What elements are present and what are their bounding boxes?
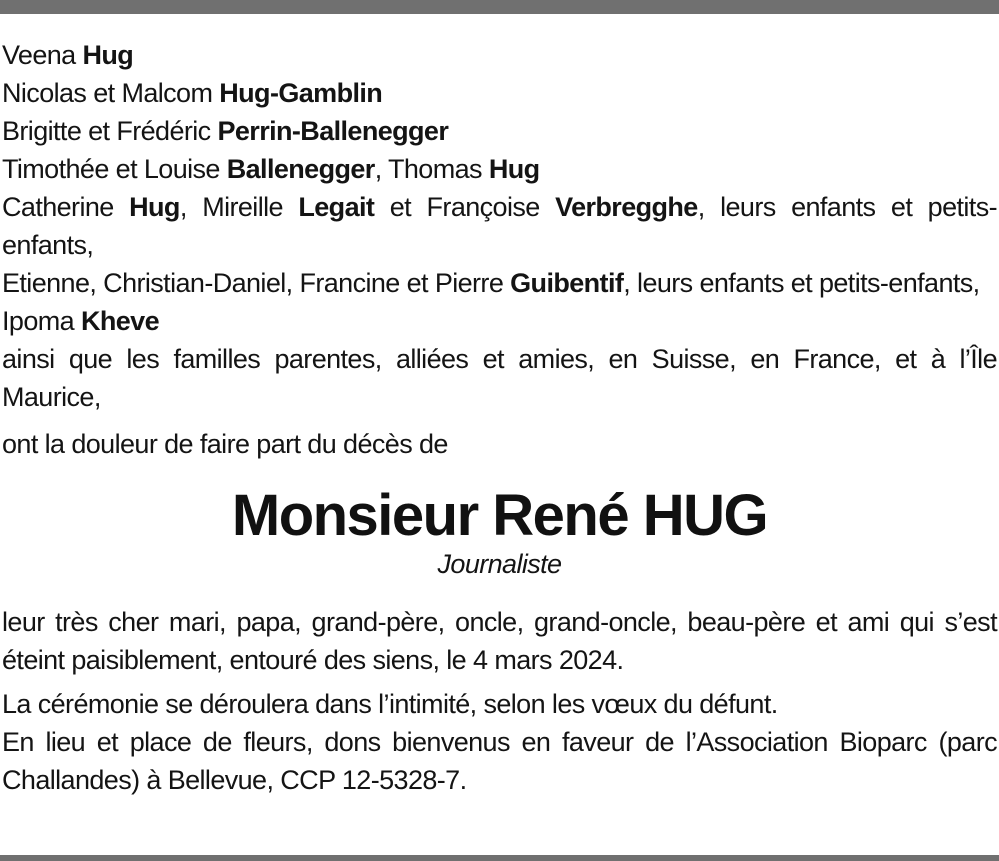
family-name: Hug <box>129 192 180 222</box>
relatives-text: , leurs enfants et petits-enfants, <box>2 192 998 260</box>
given-names: Nicolas et Malcom <box>2 78 220 108</box>
given-names: Veena <box>2 40 83 70</box>
family-name: Guibentif <box>510 268 624 298</box>
given-names: Catherine <box>2 192 130 222</box>
given-names: Timothée et Louise <box>2 154 227 184</box>
relatives-text: , leurs enfants et petits-enfants, <box>623 268 980 298</box>
given-names: Brigitte et Frédéric <box>2 116 218 146</box>
deceased-name: Monsieur René HUG <box>231 483 768 548</box>
extended-family-text: ainsi que les familles parentes, alliées et amies, en Suisse, en France, et à l’Île Maurice, <box>2 344 997 412</box>
family-name: Ballenegger <box>226 154 375 184</box>
family-member-line <box>2 36 997 74</box>
bottom-border <box>0 855 999 861</box>
family-name: Hug <box>488 154 540 184</box>
obituary-notice <box>2 36 997 799</box>
donation-text: En lieu et place de fleurs, dons bienvenus en faveur de l’Association Bioparc (parc Challandes) à Bellevue, CCP 12-5328-7. <box>2 727 997 795</box>
deceased-block <box>2 483 997 579</box>
family-member-line <box>2 302 997 340</box>
family-name: Kheve <box>80 306 159 336</box>
ceremony-info <box>2 685 997 799</box>
ceremony-line: La cérémonie se déroulera dans l’intimité, selon les vœux du défunt. <box>2 689 778 719</box>
top-border <box>0 0 999 14</box>
family-member-line <box>2 112 997 150</box>
deceased-profession: Journaliste <box>437 549 562 579</box>
family-member-line <box>2 150 997 188</box>
given-names: , Mireille <box>179 192 299 222</box>
given-names: Etienne, Christian-Daniel, Francine et Pierre <box>2 268 511 298</box>
given-names: Ipoma <box>2 306 81 336</box>
given-names: et Françoise <box>374 192 556 222</box>
family-name: Verbregghe <box>555 192 698 222</box>
family-name: Hug <box>82 40 134 70</box>
family-name: Hug-Gamblin <box>219 78 383 108</box>
family-name: Perrin-Ballenegger <box>217 116 449 146</box>
family-member-paragraph <box>2 188 997 264</box>
tribute-text: leur très cher mari, papa, grand-père, oncle, grand-oncle, beau-père et ami qui s’est éteint paisiblement, entouré des siens, le 4 mars 2024. <box>2 607 997 675</box>
family-member-line <box>2 74 997 112</box>
given-names: , Thomas <box>374 154 489 184</box>
family-member-paragraph <box>2 264 997 302</box>
family-name: Legait <box>298 192 375 222</box>
announcement-text: ont la douleur de faire part du décès de <box>2 429 448 459</box>
